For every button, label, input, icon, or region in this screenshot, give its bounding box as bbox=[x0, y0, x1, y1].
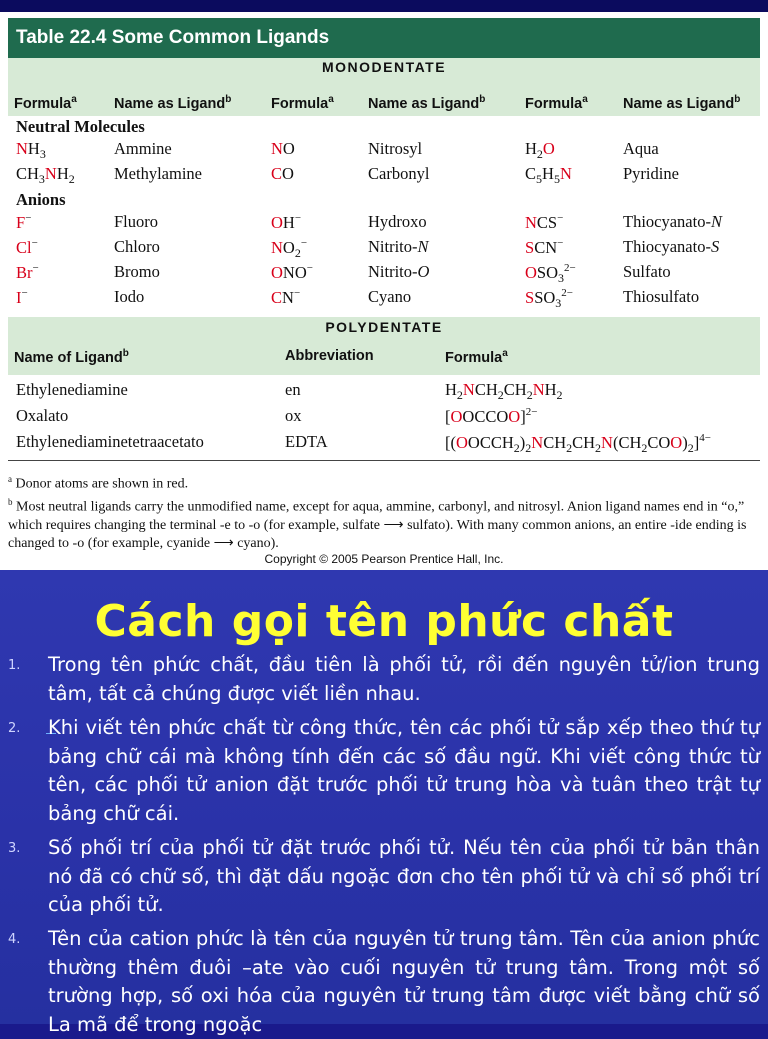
formula-cell: ONO− bbox=[271, 262, 313, 282]
poly-abbr-cell: ox bbox=[285, 406, 302, 425]
list-item: Tên của cation phức là tên của nguyên tử trung tâm. Tên của anion phức thường thêm đuôi –ate vào cuối nguyên tử trung tâm. Trong một số trường hợp, số oxi hóa của nguyên tử trung tâm được viết bằng chữ số La mã để trong ngoặc bbox=[48, 927, 760, 1036]
formula-cell: F− bbox=[16, 212, 32, 232]
formula-cell: I− bbox=[16, 287, 28, 307]
header-formula-3: Formula$^a$ bbox=[525, 94, 588, 112]
formula-cell: $CH_3NH_2$ bbox=[16, 164, 75, 186]
name-cell: Thiocyanato-N bbox=[623, 212, 722, 231]
header-abbreviation: Abbreviation bbox=[285, 348, 374, 364]
formula-cell: $NO_2^-$ bbox=[271, 237, 308, 260]
poly-formula-cell: $[(OOCCH_2)_2NCH_2CH_2N(CH_2COO)_2]^{4-}$ bbox=[445, 432, 711, 455]
formula-cell: SCN− bbox=[525, 237, 564, 257]
list-number: 3. bbox=[8, 841, 21, 856]
name-cell: Nitrito-O bbox=[368, 262, 430, 281]
poly-formula-cell: [OOCCOO]$^{2-}$ bbox=[445, 406, 538, 426]
header-poly-formula: Formula$^a$ bbox=[445, 348, 508, 366]
header-name-3: Name as Ligand$^b$ bbox=[623, 94, 741, 112]
name-cell: Cyano bbox=[368, 287, 412, 306]
list-number: 1. bbox=[8, 658, 21, 673]
list-number: 4. bbox=[8, 932, 21, 947]
formula-cell: Br− bbox=[16, 262, 39, 282]
formula-cell: NCS− bbox=[525, 212, 564, 232]
poly-name-cell: Ethylenediaminetetraacetato bbox=[16, 432, 204, 451]
polydentate-band bbox=[8, 317, 760, 375]
polydentate-title: POLYDENTATE bbox=[325, 319, 443, 335]
name-cell: Thiocyanato-S bbox=[623, 237, 720, 256]
monodentate-band bbox=[8, 58, 760, 116]
name-cell: Bromo bbox=[114, 262, 160, 281]
header-formula-2: Formula$^a$ bbox=[271, 94, 334, 112]
name-cell: Fluoro bbox=[114, 212, 159, 231]
formula-cell: $OSO_3^{2-}$ bbox=[525, 262, 576, 285]
name-cell: Carbonyl bbox=[368, 164, 430, 183]
header-ligand-name: Name of Ligand$^b$ bbox=[14, 348, 129, 366]
name-cell: Aqua bbox=[623, 139, 659, 158]
list-item: Khi viết tên phức chất từ công thức, tên các phối tử sắp xếp theo thứ tự bảng chữ cái mà không tính đến các số đầu ngữ. Khi viết công thức từ tên, các phối tử anion đặt trước phối tử trung hòa và tuân theo trật tự bảng chữ cái. bbox=[48, 716, 760, 825]
header-formula-1: Formula$^a$ bbox=[14, 94, 77, 112]
formula-cell: $H_2O$ bbox=[525, 139, 555, 161]
poly-formula-cell: $H_2NCH_2CH_2NH_2$ bbox=[445, 380, 563, 402]
formula-cell: Cl− bbox=[16, 237, 38, 257]
ligand-table bbox=[0, 12, 768, 570]
table-bottom-rule bbox=[8, 460, 760, 461]
group-anions: Anions bbox=[16, 190, 66, 209]
name-cell: Thiosulfato bbox=[623, 287, 700, 306]
list-item: Trong tên phức chất, đầu tiên là phối tử, rồi đến nguyên tử/ion trung tâm, tất cả chúng được viết liền nhau. bbox=[48, 653, 760, 705]
formula-cell: CN− bbox=[271, 287, 301, 307]
name-cell: Nitrito-N bbox=[368, 237, 429, 256]
name-cell: Iodo bbox=[114, 287, 145, 306]
name-cell: Hydroxo bbox=[368, 212, 427, 231]
name-cell: Methylamine bbox=[114, 164, 202, 183]
poly-abbr-cell: en bbox=[285, 380, 301, 399]
top-bar bbox=[0, 0, 768, 12]
table-title: Table 22.4 Some Common Ligands bbox=[8, 18, 760, 58]
formula-cell: $SSO_3^{2-}$ bbox=[525, 287, 573, 310]
name-cell: Nitrosyl bbox=[368, 139, 423, 158]
formula-cell: OH− bbox=[271, 212, 302, 232]
formula-cell: NO bbox=[271, 139, 295, 158]
header-name-2: Name as Ligand$^b$ bbox=[368, 94, 486, 112]
poly-abbr-cell: EDTA bbox=[285, 432, 328, 451]
name-cell: Ammine bbox=[114, 139, 172, 158]
name-cell: Pyridine bbox=[623, 164, 679, 183]
list-item: Số phối trí của phối tử đặt trước phối tử. Nếu tên của phối tử bản thân nó đã có chữ số, thì đặt dấu ngoặc đơn cho tên phối tử và chỉ số phối trí của phối tử. bbox=[48, 836, 760, 916]
list-number: 2. bbox=[8, 721, 21, 736]
poly-name-cell: Oxalato bbox=[16, 406, 69, 425]
header-name-1: Name as Ligand$^b$ bbox=[114, 94, 232, 112]
copyright: Copyright © 2005 Pearson Prentice Hall, Inc. bbox=[264, 552, 504, 566]
name-cell: Chloro bbox=[114, 237, 160, 256]
slide-panel bbox=[0, 570, 768, 1036]
footnote-b: $^b$ Most neutral ligands carry the unmodified name, except for aqua, ammine, carbonyl, and nitrosyl. Anion ligand names end in “o,” which requires changing the terminal -e to -o (for example, sulfate ⟶ sulfato). With many common anions, an entire -ide ending is changed to -o (for example, cyanide ⟶ cyano). bbox=[8, 497, 747, 551]
slide-title: Cách gọi tên phức chất bbox=[94, 596, 674, 647]
formula-cell: $C_5H_5N$ bbox=[525, 164, 572, 186]
monodentate-title: MONODENTATE bbox=[321, 59, 447, 75]
footnote-a: $^a$ Donor atoms are shown in red. bbox=[8, 474, 189, 492]
formula-cell: $NH_3$ bbox=[16, 139, 46, 161]
poly-name-cell: Ethylenediamine bbox=[16, 380, 128, 399]
group-neutral: Neutral Molecules bbox=[16, 117, 145, 136]
name-cell: Sulfato bbox=[623, 262, 671, 281]
formula-cell: CO bbox=[271, 164, 294, 183]
